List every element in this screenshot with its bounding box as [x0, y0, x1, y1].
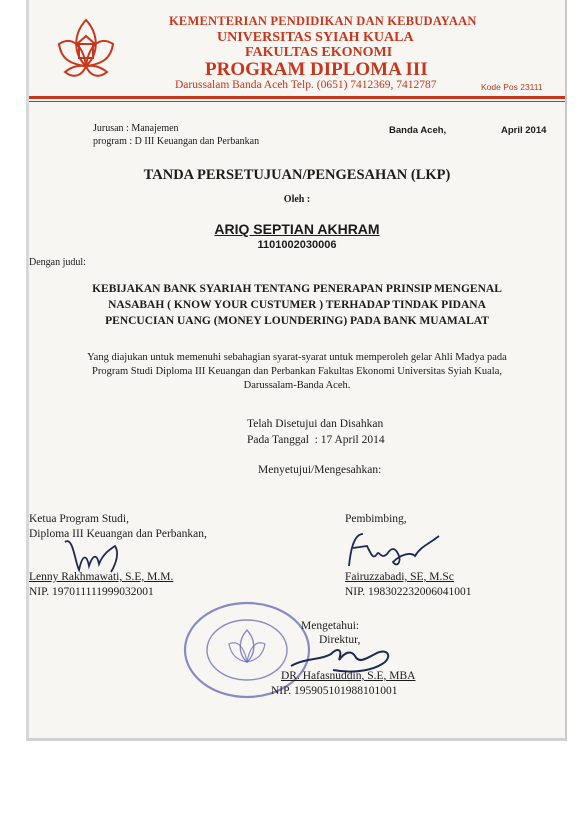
purpose-line-3: Darussalam-Banda Aceh. — [243, 380, 351, 391]
approval-statement: Telah Disetujui dan Disahkan — [247, 418, 384, 430]
director-nip: NIP. 195905101988101001 — [271, 685, 398, 697]
department-line: Jurusan : Manajemen — [93, 123, 179, 134]
postal-code: Kode Pos 23111 — [481, 82, 543, 92]
title-label: Dengan judul: — [29, 257, 86, 268]
right-signatory-name: Fairuzzabadi, SE, M.Sc — [345, 571, 454, 583]
purpose-line-1: Yang diajukan untuk memenuhi sebahagian syarat-syarat untuk memperoleh gelar Ahli Madya pada — [87, 352, 507, 363]
thesis-title-line-1: KEBIJAKAN BANK SYARIAH TENTANG PENERAPAN PRINSIP MENGENAL — [92, 283, 502, 295]
purpose-line-2: Program Studi Diploma III Keuangan dan Perbankan Fakultas Ekonomi Universitas Syiah Kuala, — [91, 366, 502, 377]
approval-date-line: Pada Tanggal : 17 April 2014 — [247, 434, 385, 446]
place: Banda Aceh, — [389, 125, 447, 136]
ministry-name: KEMENTERIAN PENDIDIKAN DAN KEBUDAYAAN — [169, 14, 477, 28]
date-header: April 2014 — [501, 125, 547, 136]
left-signatory-nip: NIP. 197011111999032001 — [29, 586, 154, 598]
university-name: UNIVERSITAS SYIAH KUALA — [217, 30, 414, 45]
thesis-title-line-2: NASABAH ( KNOW YOUR CUSTUMER ) TERHADAP TINDAK PIDANA — [108, 299, 486, 311]
right-signature — [341, 526, 451, 574]
right-signatory-role: Pembimbing, — [345, 513, 407, 525]
left-signatory-role-2: Diploma III Keuangan dan Perbankan, — [29, 528, 207, 540]
by-label: Oleh : — [283, 194, 311, 205]
program-name: PROGRAM DIPLOMA III — [205, 59, 428, 80]
right-signatory-nip: NIP. 198302232006041001 — [345, 586, 472, 598]
document-page — [26, 0, 567, 741]
faculty-name: FAKULTAS EKONOMI — [245, 45, 393, 60]
approval-heading: Menyetujui/Mengesahkan: — [258, 464, 382, 476]
student-id: 1101002030006 — [257, 239, 337, 251]
director-name: DR. Hafasnuddin, S.E, MBA — [281, 670, 416, 682]
left-signatory-role-1: Ketua Program Studi, — [29, 513, 129, 525]
acknowledged-label: Mengetahui: — [301, 620, 360, 632]
director-role: Direktur, — [319, 634, 361, 646]
document-title: TANDA PERSETUJUAN/PENGESAHAN (LKP) — [143, 167, 451, 183]
left-signatory-name: Lenny Rakhmawati, S.E, M.M. — [29, 571, 174, 583]
thesis-title-line-3: PENCUCIAN UANG (MONEY LOUNDERING) PADA BANK MUAMALAT — [105, 315, 489, 327]
letterhead-rule-thick — [29, 96, 565, 99]
program-line: program : D III Keuangan dan Perbankan — [93, 136, 260, 147]
letterhead-rule-thin — [29, 101, 565, 102]
address-line: Darussalam Banda Aceh Telp. (0651) 7412369, 7412787 — [175, 79, 437, 91]
student-name: ARIQ SEPTIAN AKHRAM — [214, 221, 380, 237]
university-logo — [53, 14, 119, 86]
